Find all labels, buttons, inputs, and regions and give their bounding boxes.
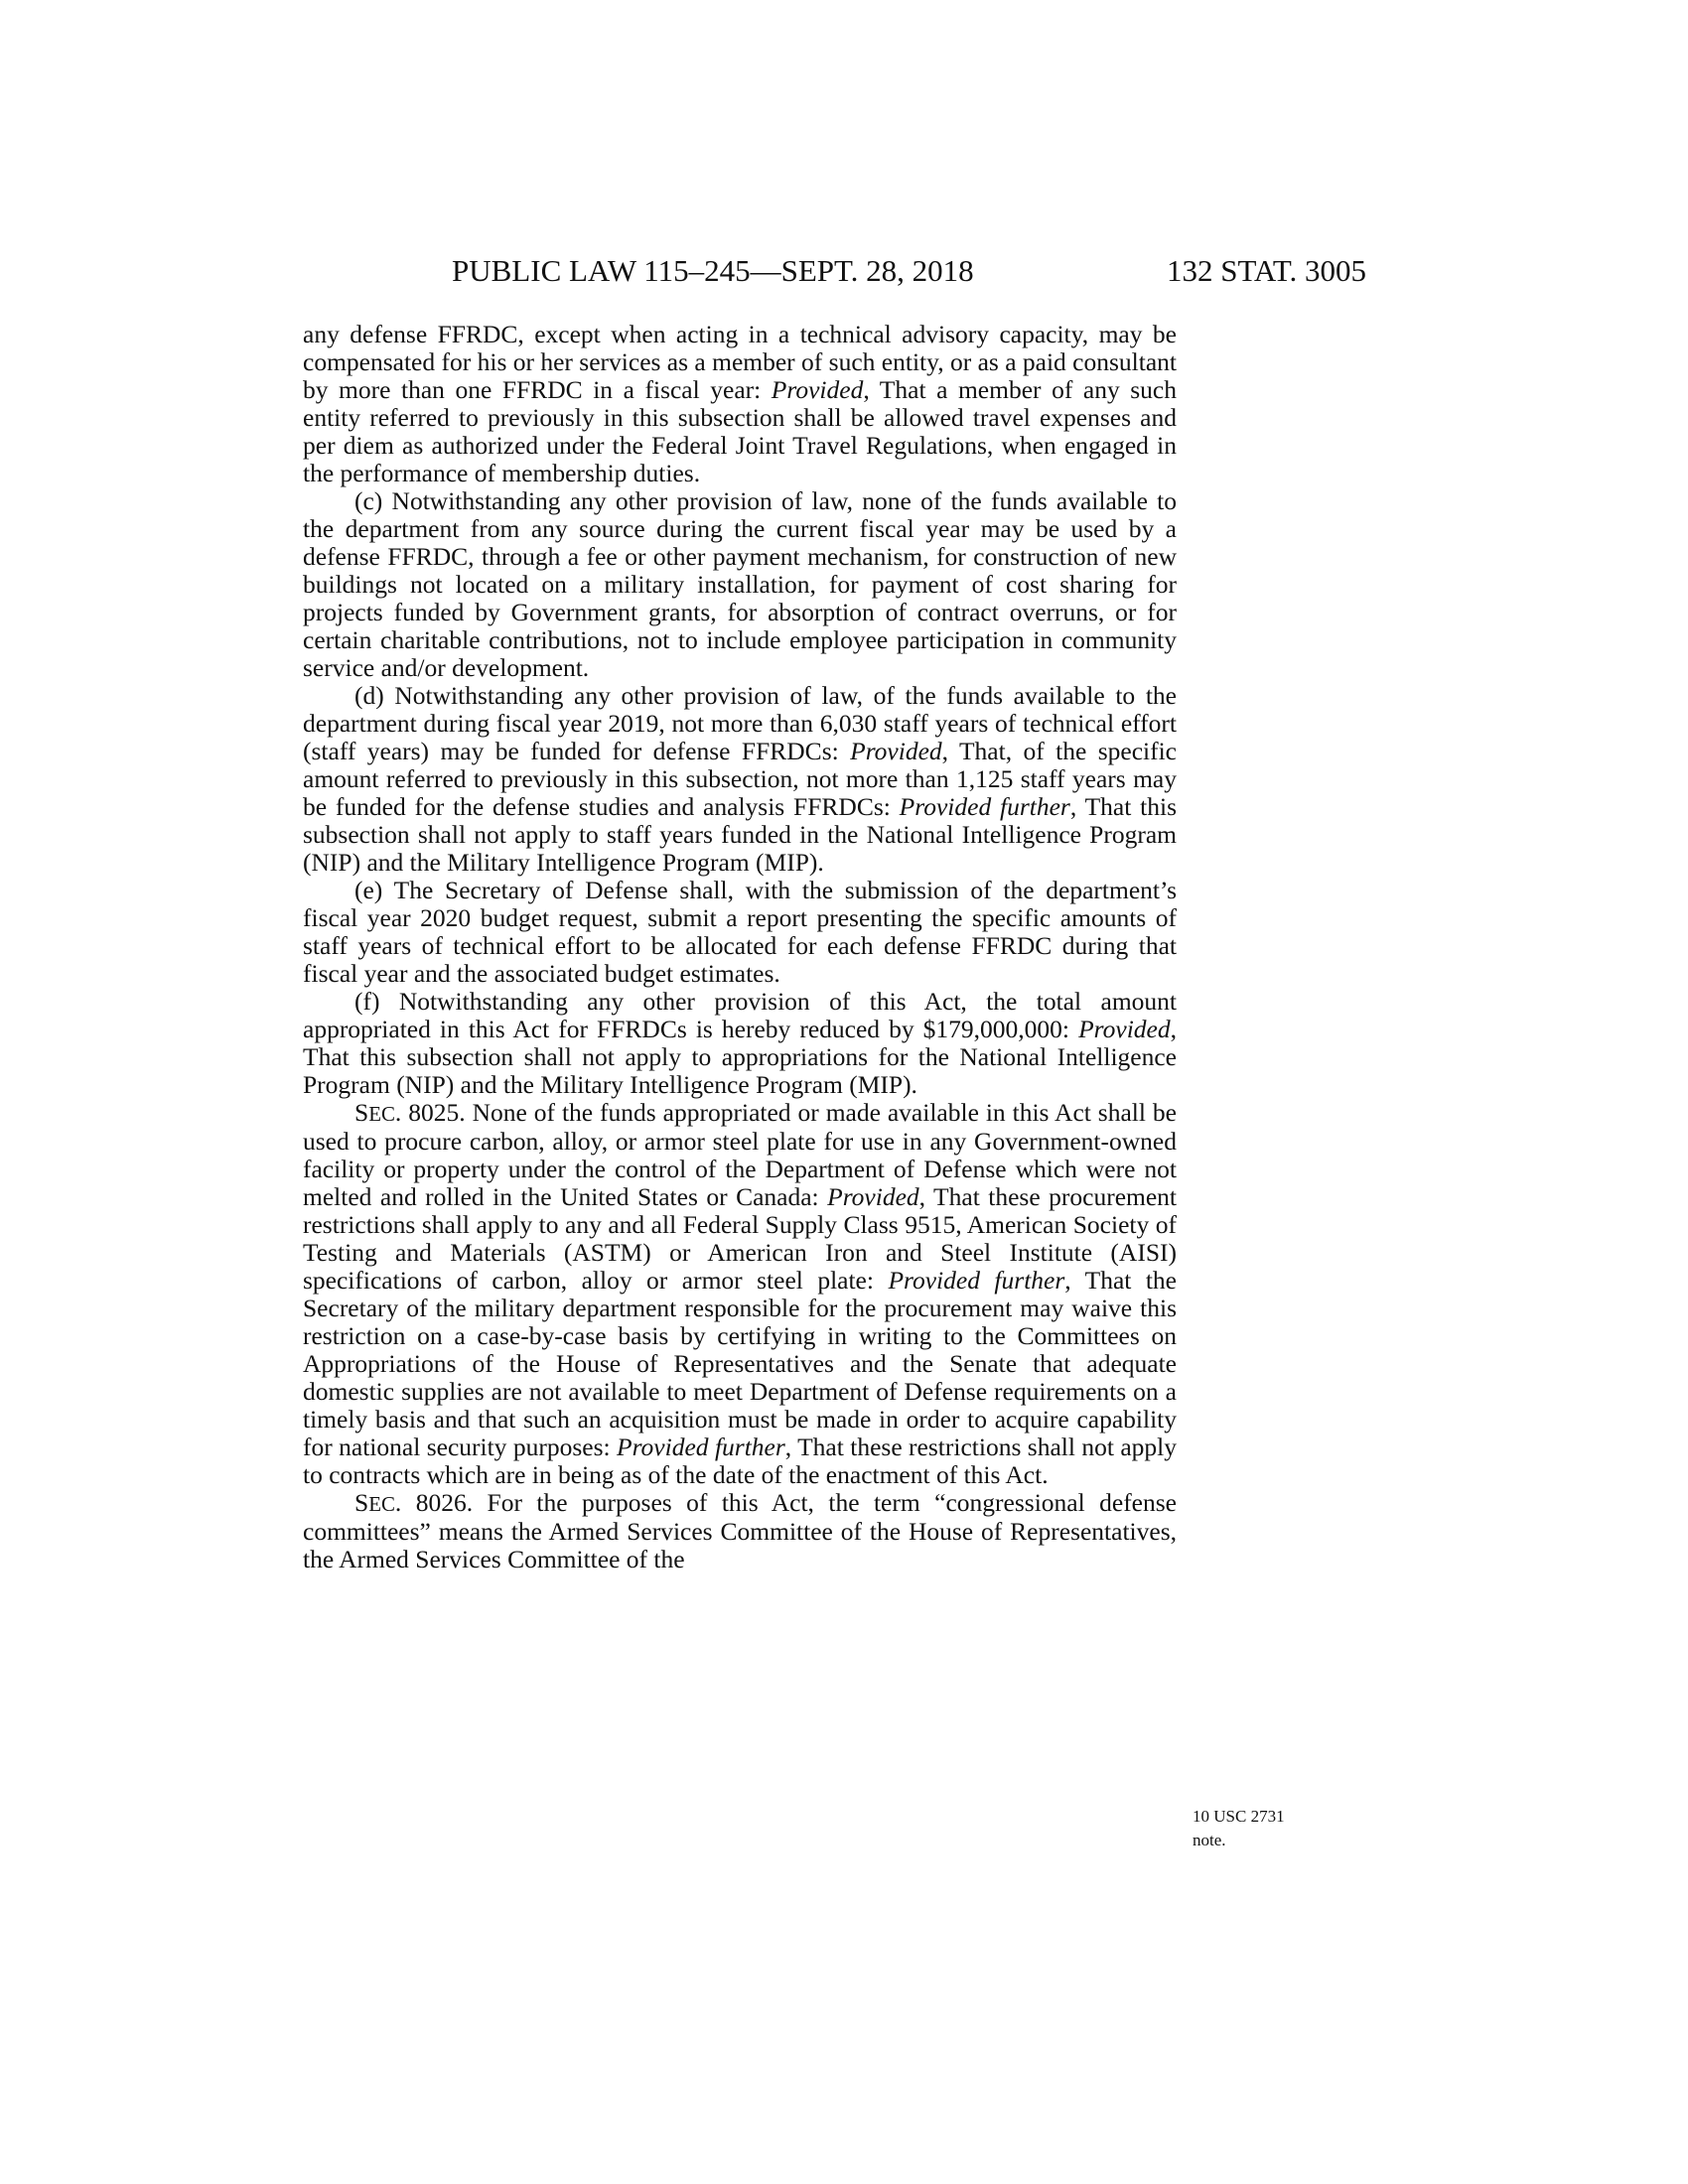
header-title: PUBLIC LAW 115–245—SEPT. 28, 2018: [452, 253, 974, 288]
paragraph-continuation: [303, 321, 1177, 487]
italic-run: Provided: [1078, 1015, 1171, 1043]
text-run: (f) Notwithstanding any other provision of this Act, the total amount appropriated in this Act for FFRDCs is hereby reduced by $179,000,000:: [303, 987, 1177, 1043]
paragraph-c: [303, 487, 1177, 682]
running-header: [437, 253, 1366, 293]
italic-run: Provided: [771, 375, 864, 404]
section-label-smallcaps: EC: [368, 1102, 395, 1126]
paragraph-f: [303, 988, 1177, 1099]
text-run: (e) The Secretary of Defense shall, with the submission of the department’s fiscal year 2020 budget request, submit a report presenting the specific amounts of staff years of technical effort to be allocated for each defense FFRDC during that fiscal year and the associated budget estimates.: [303, 876, 1177, 988]
header-stat-page: 132 STAT. 3005: [1166, 253, 1366, 288]
italic-run: Provided further: [888, 1266, 1065, 1295]
section-label: S: [354, 1098, 369, 1127]
italic-run: Provided: [827, 1182, 919, 1211]
marginal-note: [1193, 1805, 1332, 1852]
italic-run: Provided: [850, 737, 942, 765]
paragraph-e: [303, 877, 1177, 988]
marginal-citation: 10 USC 2731: [1193, 1807, 1285, 1826]
text-run: . 8025. None of the funds appropriated or made available in this Act shall be used to procure carbon, alloy, or armor steel plate for use in any Government-owned facility or property under the control of the Department of Defense which were not melted and rolled in the United States or Canada:: [303, 1098, 1177, 1211]
text-run: , That the Secretary of the military department responsible for the procurement may waive this restriction on a case-by-case basis by certifying in writing to the Committees on Appropriations of the House of Representatives and the Senate that adequate domestic supplies are not available to meet Department of Defense requirements on a timely basis and that such an acquisition must be made in order to acquire capability for national security purposes:: [303, 1266, 1177, 1461]
text-run: , That this subsection shall not apply to appropriations for the National Intelligence Program (NIP) and the Military Intelligence Program (MIP).: [303, 1015, 1177, 1099]
section-8026: [303, 1489, 1177, 1573]
document-body: [303, 321, 1177, 1573]
section-8025: [303, 1099, 1177, 1489]
text-run: (c) Notwithstanding any other provision of law, none of the funds available to the department from any source during the current fiscal year may be used by a defense FFRDC, through a fee or other payment mechanism, for construction of new buildings not located on a military installation, for payment of cost sharing for projects funded by Government grants, for absorption of contract overruns, or for certain charitable contributions, not to include employee participation in community service and/or development.: [303, 486, 1177, 682]
italic-run: Provided further: [617, 1433, 785, 1461]
paragraph-d: [303, 682, 1177, 877]
italic-run: Provided further: [899, 792, 1070, 821]
text-run: any defense FFRDC, except when acting in a technical advisory capacity, may be compensated for his or her services as a member of such entity, or as a paid consultant by more than one FFRDC in a fiscal year:: [303, 320, 1177, 404]
text-run: , That a member of any such entity referred to previously in this subsection shall be allowed travel expenses and per diem as authorized under the Federal Joint Travel Regulations, when engaged in the performance of membership duties.: [303, 375, 1178, 487]
text-run: , That this subsection shall not apply to staff years funded in the National Intelligence Program (NIP) and the Military Intelligence Program (MIP).: [303, 792, 1177, 877]
text-run: (d) Notwithstanding any other provision of law, of the funds available to the department during fiscal year 2019, not more than 6,030 staff years of technical effort (staff years) may be funded for defense FFRDCs:: [303, 681, 1177, 765]
text-run: , That these procurement restrictions shall apply to any and all Federal Supply Class 9515, American Society of Testing and Materials (ASTM) or American Iron and Steel Institute (AISI) specifications of carbon, alloy or armor steel plate:: [303, 1182, 1177, 1295]
text-run: , That, of the specific amount referred to previously in this subsection, not more than 1,125 staff years may be funded for the defense studies and analysis FFRDCs:: [303, 737, 1178, 821]
section-label-smallcaps: EC: [368, 1492, 395, 1516]
section-label: S: [354, 1488, 369, 1517]
text-run: . 8026. For the purposes of this Act, the term “congressional defense committees” means the Armed Services Committee of the House of Representatives, the Armed Services Committee of the: [303, 1488, 1177, 1573]
text-run: , That these restrictions shall not apply to contracts which are in being as of the date of the enactment of this Act.: [303, 1433, 1178, 1489]
marginal-citation-note: note.: [1193, 1831, 1226, 1849]
